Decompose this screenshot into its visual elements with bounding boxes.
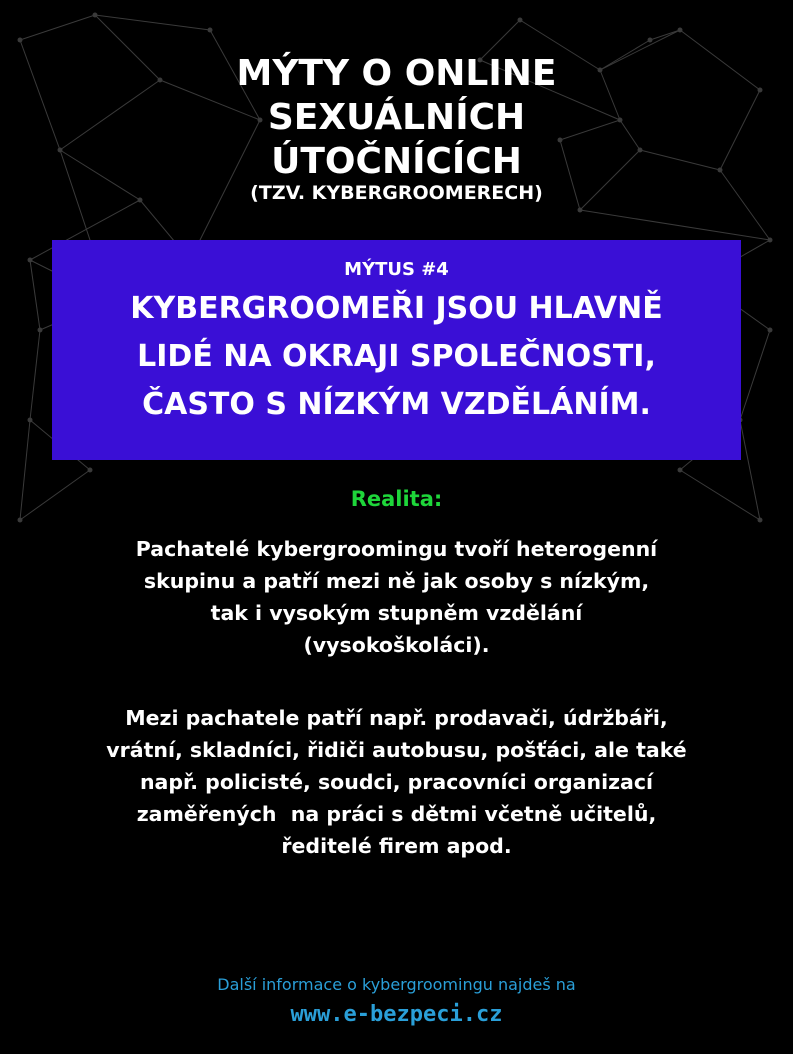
paragraph-2-line: ředitelé firem apod.: [281, 834, 512, 858]
reality-label: Realita:: [350, 487, 443, 511]
subtitle: (TZV. KYBERGROOMERECH): [250, 182, 543, 204]
website-link[interactable]: www.e-bezpeci.cz: [290, 1002, 503, 1027]
footer-text: Další informace o kybergroomingu najdeš na: [217, 975, 576, 994]
title-line-3: ÚTOČNÍCÍCH: [271, 141, 522, 182]
paragraph-2-line: zaměřených na práci s dětmi včetně učitelů,: [136, 802, 657, 826]
paragraph-1-line: skupinu a patří mezi ně jak osoby s nízkým,: [143, 569, 650, 593]
title-line-1: MÝTY O ONLINE: [236, 53, 557, 94]
reality-paragraph-2: [0, 702, 793, 862]
myth-box: [52, 240, 741, 460]
paragraph-1-line: (vysokoškoláci).: [303, 633, 490, 657]
myth-line-2: LIDÉ NA OKRAJI SPOLEČNOSTI,: [137, 339, 656, 374]
paragraph-2-line: např. policisté, soudci, pracovníci organizací: [139, 770, 654, 794]
paragraph-2-line: vrátní, skladníci, řidiči autobusu, pošťáci, ale také: [106, 738, 687, 762]
title-block: [0, 52, 793, 204]
title-line-2: SEXUÁLNÍCH: [267, 97, 526, 138]
paragraph-2-line: Mezi pachatele patří např. prodavači, údržbáři,: [125, 706, 668, 730]
reality-paragraph-1: [0, 533, 793, 661]
myth-line-3: ČASTO S NÍZKÝM VZDĚLÁNÍM.: [142, 387, 651, 422]
myth-line-1: KYBERGROOMEŘI JSOU HLAVNĚ: [130, 291, 663, 326]
myth-label: MÝTUS #4: [344, 259, 449, 280]
paragraph-1-line: Pachatelé kybergroomingu tvoří heterogenní: [135, 537, 658, 561]
paragraph-1-line: tak i vysokým stupněm vzdělání: [210, 601, 583, 625]
